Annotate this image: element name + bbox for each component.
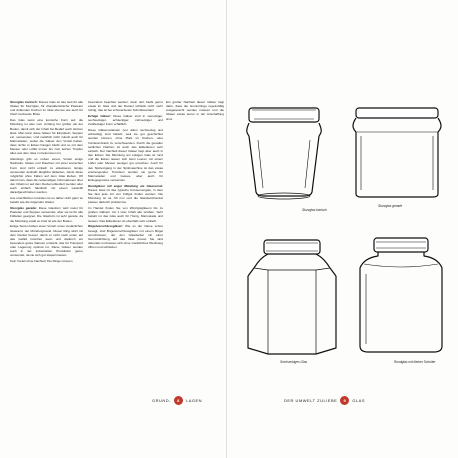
paragraph bbox=[10, 100, 83, 117]
paragraph bbox=[88, 206, 163, 223]
footer-section-word: GRUND- bbox=[152, 398, 171, 403]
paragraph-text: Kein Vorteil ohne Nachteil: Die Ringe müssen bbox=[10, 259, 73, 264]
round-jar-illustration bbox=[350, 234, 452, 358]
text-column-2 bbox=[88, 100, 163, 251]
paragraph-text: besonders beachtet werden, dann dort bleibt gerne etwas im Glas und der Deckel schließt nicht mehr richtig, das ist bei schmierfesten Schnittwunden! bbox=[88, 100, 163, 113]
paragraph-lead: Bügelverschlussgläser: bbox=[88, 224, 126, 229]
paragraph-text: Diese Gläser sind in viereckiger, sechseckiger, achteckiger, zehneckiger und zwölfeckiger Form erhältlich. bbox=[88, 114, 163, 127]
page-number: 9 bbox=[340, 396, 349, 405]
paragraph-text: Dieses Glas ist das typische Konservenglas, in dem Sie fast jede Art von Füllgut finden werden. Die Mündung ist ca. 63 mm und die Standard-Deckel passen dadurch problemlos. bbox=[88, 187, 163, 205]
paragraph bbox=[10, 157, 83, 194]
paragraph bbox=[10, 118, 83, 155]
caption-conical-jar: Sturzglas konisch bbox=[302, 208, 327, 212]
caption-hexagonal-jar: Sechseckiges Glas bbox=[280, 360, 308, 364]
straight-jar-illustration bbox=[348, 102, 446, 202]
paragraph-text: Ein großer Nachteil dieser Gläser liegt darin, dass die Gummiringe regelmäßig ausgetauscht werden müssen und die Gläser etwas teurer in der Anschaffung sind. bbox=[166, 100, 224, 121]
paragraph bbox=[88, 100, 163, 112]
paragraph bbox=[10, 259, 83, 263]
paragraph-text: Wie es der Name schon besagt, sind Bügelverschlussgläser mit einem Bügel verschlossen, der den Glasdeckel mit einer Gummidichtung auf das Glas presst. Sie sind dekorativ und lassen sich ohne zusätzliches Werkzeug öffnen und schließen. bbox=[88, 224, 164, 250]
footer-section-word-2: LAGEN bbox=[186, 398, 203, 403]
paragraph bbox=[88, 184, 163, 205]
paragraph-lead: Echige Gläser: bbox=[88, 114, 114, 119]
paragraph bbox=[88, 128, 163, 182]
footer-right bbox=[284, 396, 365, 405]
paragraph bbox=[10, 224, 83, 257]
paragraph-text: Das Glas weist eine konische Form auf, die Mündung ist also vom Umfang her größer als der Boden, damit sich der Inhalt bei Bedarf auch stürzen lässt. Man kann diese Gläser für Einpökeln, Suppen etc. verwenden. Und natürlich nicht zuletzt auch für Marmeladen, wobei die Gläser den Vorteil haben, dass nichts in Ecken hängen bleibt und so mit dem Messer oder Löffel immer bis zum letzten Tropfen alles aus dem Glas zu bekommen ist. bbox=[10, 118, 83, 156]
caption-straight-jar: Sturzglas gerade bbox=[378, 204, 403, 208]
caption-round-jar: Rundglas mit kleiner Schulter bbox=[394, 360, 436, 364]
page-number: 8 bbox=[174, 396, 183, 405]
paragraph-lead: Rundgläser mit enger Mündung als Glasvorrat: bbox=[88, 183, 163, 188]
conical-jar-illustration bbox=[236, 100, 336, 204]
footer-section-word-2: GLAS bbox=[352, 398, 365, 403]
paragraph-text: Diese Glasform wird meist für Pasteten und Suppen verwendet, aber sie ist für alle Füllarten geeignet. Die Glasform ist sehr gerade, da die Mündung exakt so breit ist wie der Boden. bbox=[10, 206, 83, 223]
paragraph-text: Allerdings gibt es neben einem Vorteil einige Nachteile: Gläser und Flaschen mit einer konischen Form sind nicht einfach zu etikettieren. Einige verwenden deshalb längliche Etiketten, damit diese möglichst ohne Falten auf dem Glas kleben. Oft damit man, dass die notwendigen Informationen über den Inhalt nur auf dem Deckel etikettiert werden oder auch einfach händisch mit einem Lackstift daraufgeschrieben werden. bbox=[10, 157, 83, 195]
left-page bbox=[0, 0, 227, 458]
paragraph-lead: Sturzglas konisch: bbox=[10, 100, 39, 104]
footer-left bbox=[152, 396, 202, 405]
paragraph-lead: Sturzglas gerade: bbox=[10, 206, 39, 211]
paragraph bbox=[10, 196, 83, 204]
paragraph-text: Im Handel finden Sie von Winzigstgläsern bis zu großen Gläsern mit 1 Liter Inhalt alle Größen. Sehr beliebt ist das Glas auch für Honig, Marmelade und Gelees. Das Etikettieren ist ebenfalls sehr einfach. bbox=[88, 206, 163, 223]
paragraph bbox=[88, 224, 163, 249]
paragraph-text: Einige Serien haben einen Vorteil: einen zusätzlichen Glasrand, der Mündungsrand. Dieser Ring wirkt mit dem Deckel besser, damit er nicht nach unten auf das Gefäß rutschen kann und dadurch ein besonders gutes Vakuum entsteht, das für Transport oder Lagerung optimal ist. Diese Gläser werden auch in der industriellen Produktion gerne verwendet, da sie sich gut stapeln lassen. bbox=[10, 224, 83, 258]
text-column-1 bbox=[10, 100, 83, 265]
footer-section-word: DER UMWELT ZULIEBE bbox=[284, 398, 338, 403]
hexagonal-jar-illustration bbox=[240, 236, 344, 358]
paragraph bbox=[166, 100, 224, 121]
right-page bbox=[228, 0, 458, 458]
text-column-3 bbox=[166, 100, 224, 122]
paragraph bbox=[88, 114, 163, 126]
paragraph-text: Dieses Glas ist das weit für alle Gläser für Sturzglas, für charakteristische Pasteten und duftenden Kuchen im Glas ebenso wie auch für frisch riechende Brote. bbox=[10, 100, 83, 117]
paragraph-text: Diese Gläservarianten (vor allem sechseckig und achteckig) sind beliebt, weil sie gut geschichtet werden können, ohne Platz im Küchen- oder Vorratsschrank zu verschwenden. Durch die geraden seitlichen Flächen ist auch das Etikettieren sehr einfach. Der Nachteil dieser Gläser liegt aber auch in den Ecken: Die Mündung am eckigen Glas ist rund und die Ecken lassen sich beim Leeren mit einem Löffel oder Messer weniger gut erreichen. Auch für den Spülvorgang in der Spülmaschine ist das etwas anstrengender. Trotzdem werden sie gerne für Marmeladen und Gelees, aber auch für Einlegegemüse verwendet. bbox=[88, 128, 163, 182]
paragraph bbox=[10, 206, 83, 223]
paragraph-text: Aus ersichtlichen Gründen ist es daher nicht ganz so beliebt wie die folgenden Gläser. bbox=[10, 196, 83, 205]
